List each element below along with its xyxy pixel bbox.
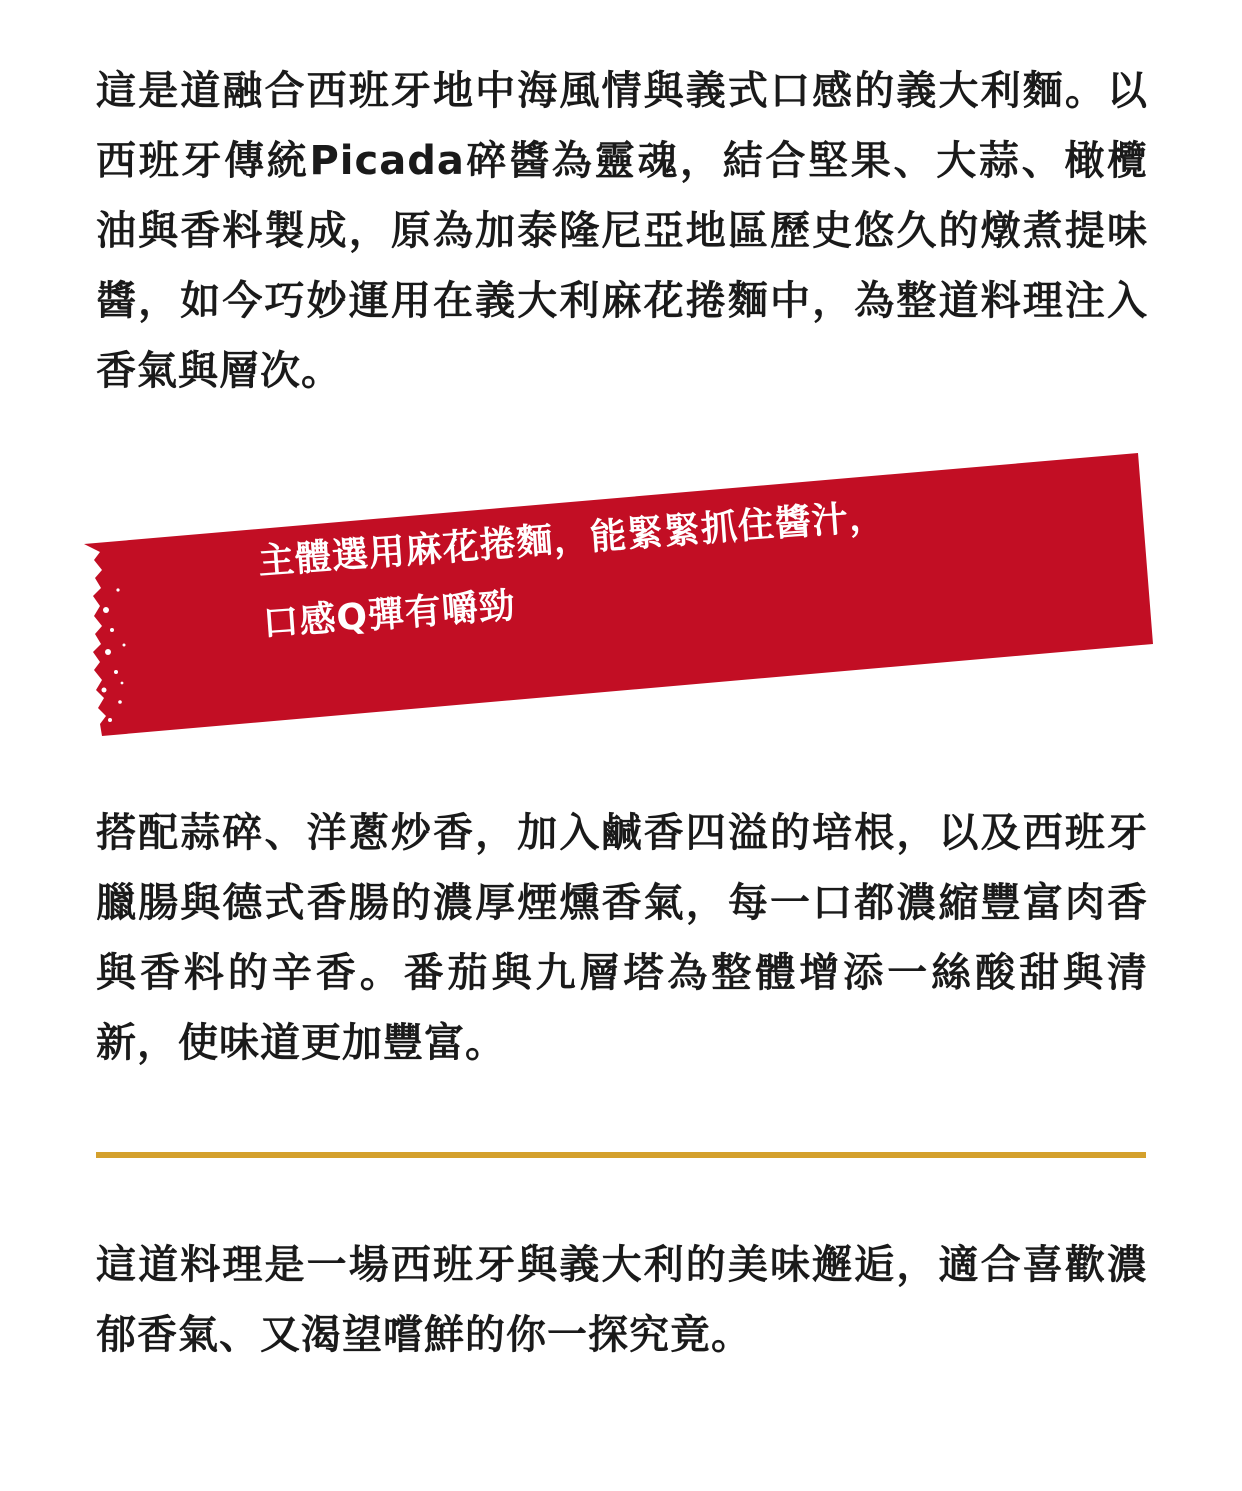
closing-paragraph: 這道料理是一場西班牙與義大利的美味邂逅，適合喜歡濃郁香氣、又渴望嚐鮮的你一探究竟。 [96,1242,1148,1358]
intro-paragraph: 這是道融合西班牙地中海風情與義式口感的義大利麵。以西班牙傳統Picada碎醬為靈魂，結合堅果、大蒜、橄欖油與香料製成，原為加泰隆尼亞地區歷史悠久的燉煮提味醬，如今巧妙運用在義大利麻花捲麵中，為整道料理注入香氣與層次。 [96,68,1148,394]
gold-divider [96,1152,1146,1158]
banner-line-2: 口感Q彈有嚼勁 [261,585,518,645]
ingredients-paragraph: 搭配蒜碎、洋蔥炒香，加入鹹香四溢的培根，以及西班牙臘腸與德式香腸的濃厚煙燻香氣，每一口都濃縮豐富肉香與香料的辛香。番茄與九層塔為整體增添一絲酸甜與清新，使味道更加豐富。 [96,810,1148,1066]
banner-line-1: 主體選用麻花捲麵，能緊緊抓住醬汁， [256,495,888,583]
highlight-banner [60,440,1180,760]
